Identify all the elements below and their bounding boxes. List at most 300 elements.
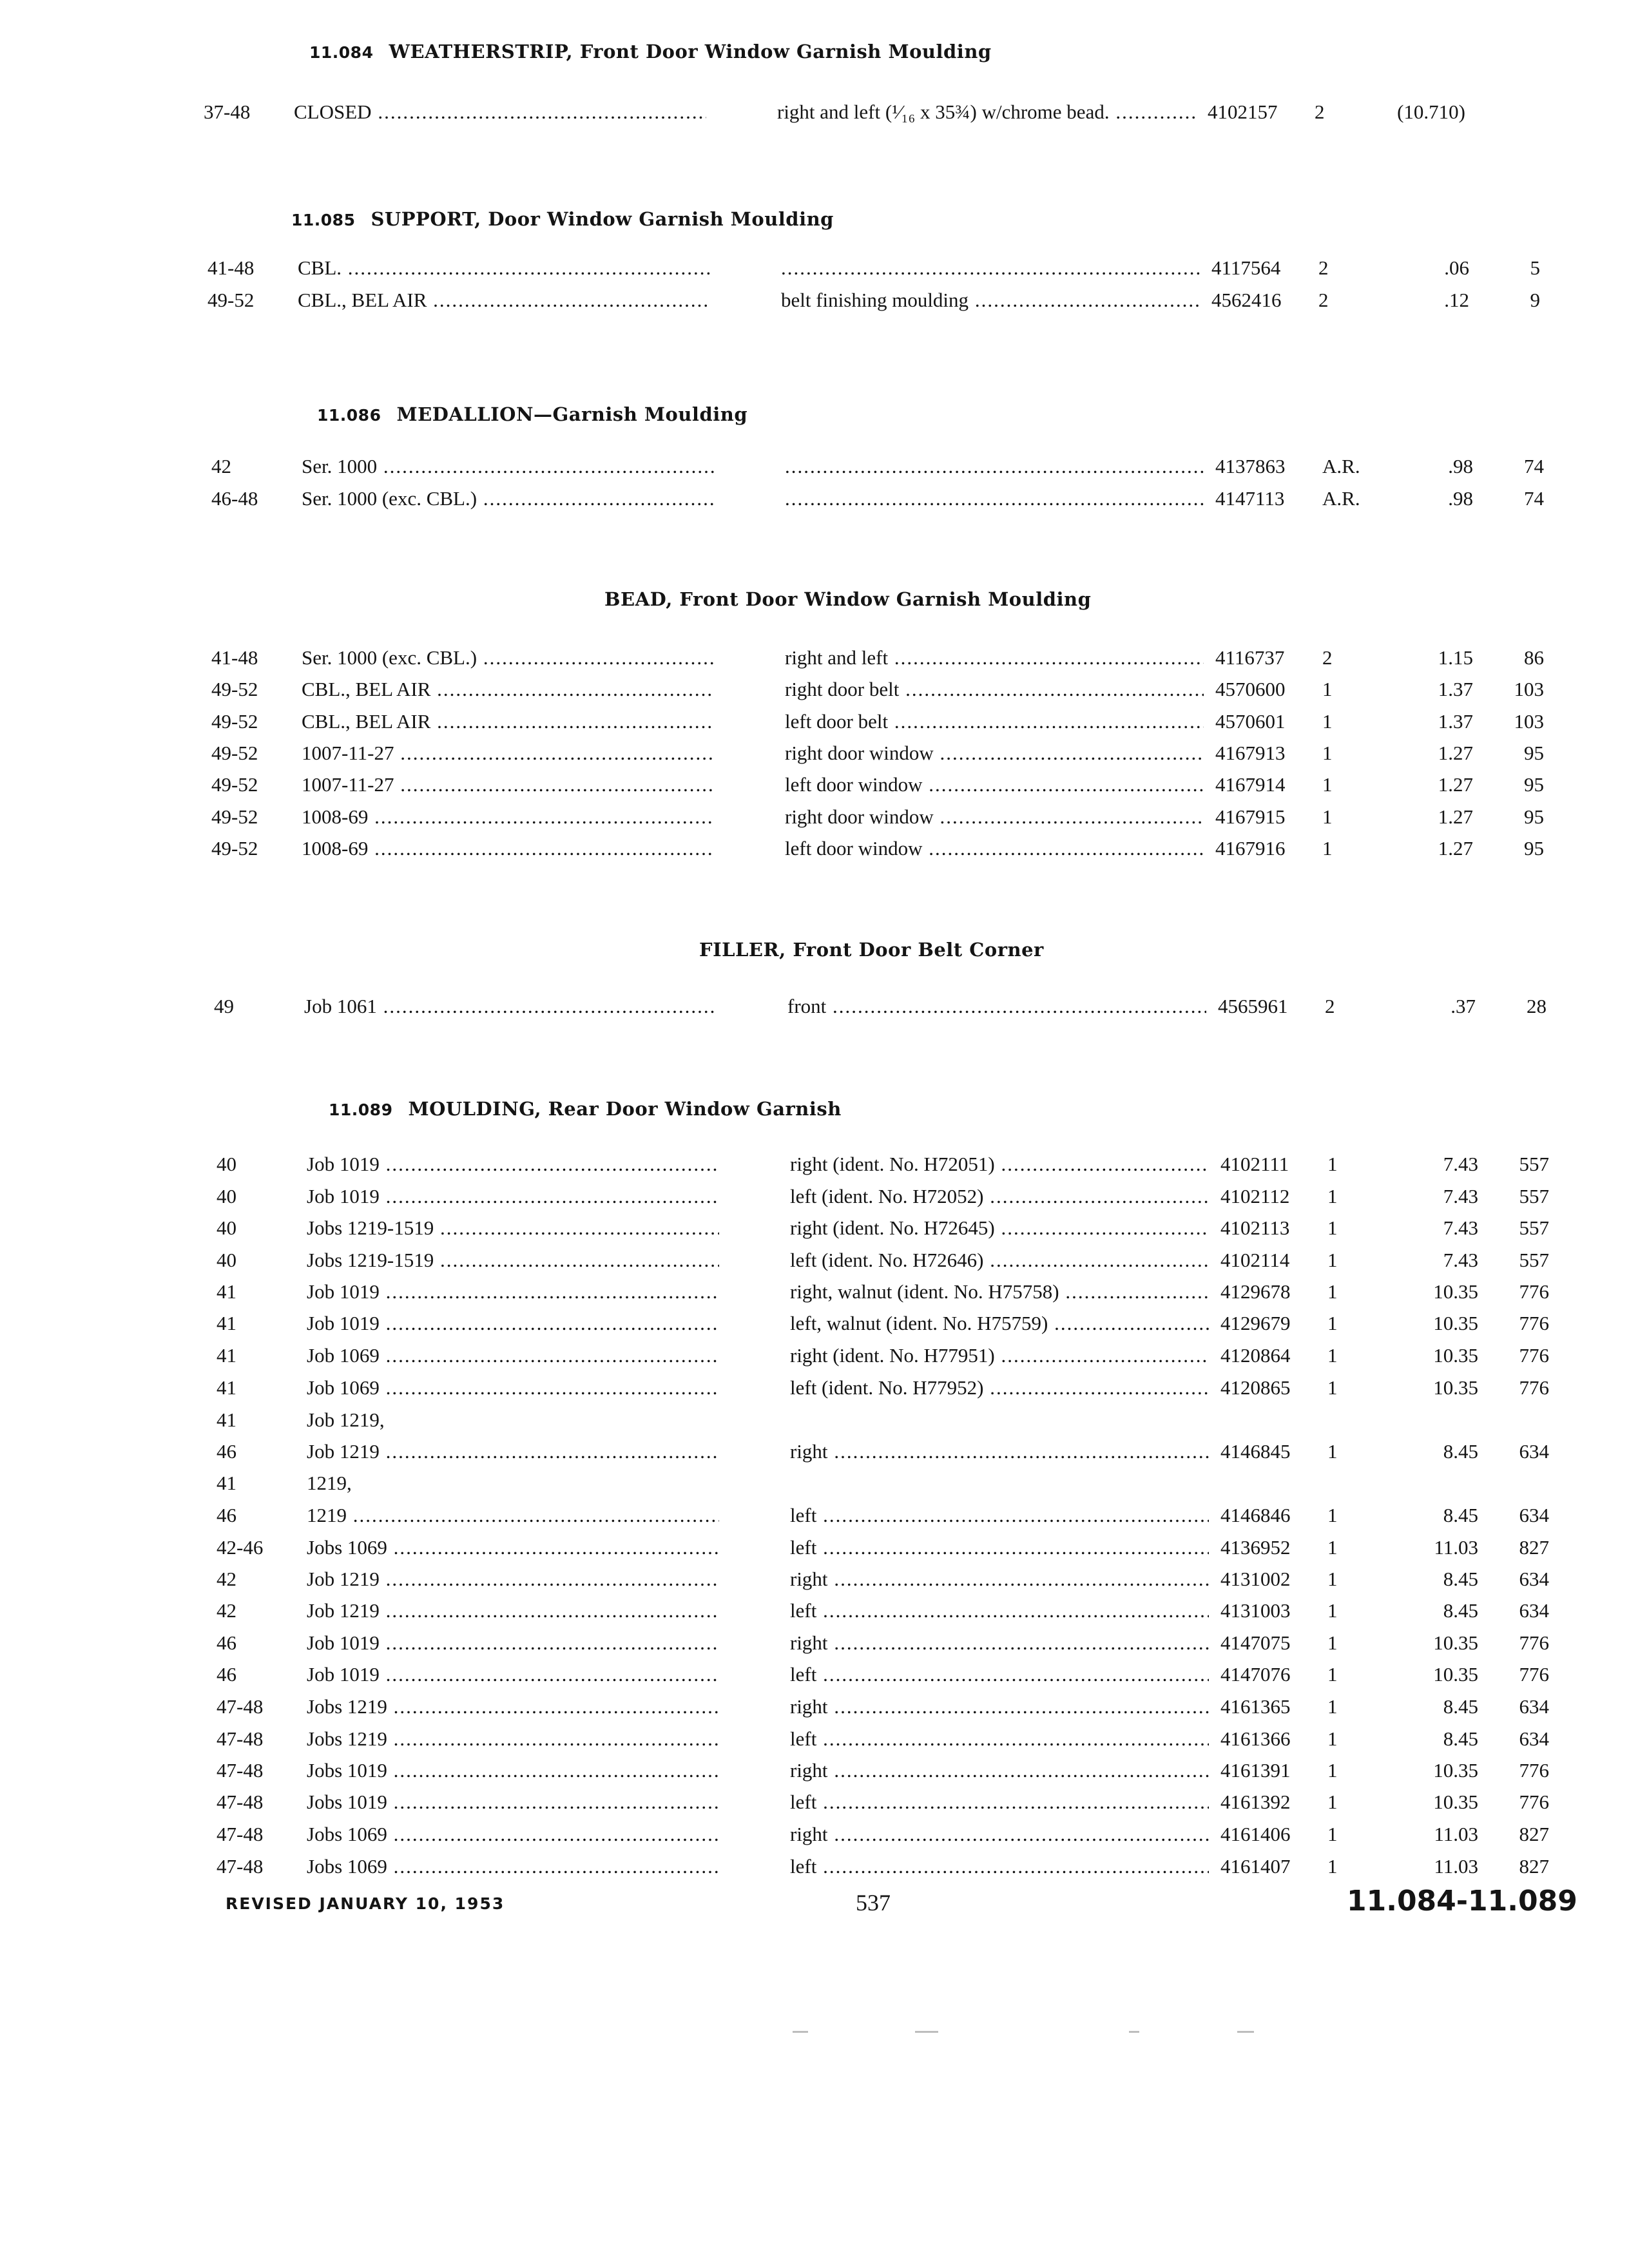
weight-cell: 776 — [1519, 1759, 1549, 1782]
weight-cell: 827 — [1519, 1823, 1549, 1845]
year-cell: 47-48 — [217, 1727, 264, 1750]
description-cell: Jobs 1219 ..... — [307, 1691, 719, 1722]
weight-cell: 86 — [1524, 646, 1544, 669]
price-cell: 11.03 — [1434, 1855, 1478, 1878]
quantity-cell: 1 — [1327, 1280, 1338, 1303]
scan-smudge — [915, 2031, 938, 2033]
quantity-cell: 1 — [1327, 1216, 1338, 1239]
application-cell: right ..... — [790, 1819, 1209, 1850]
quantity-cell: 1 — [1322, 805, 1333, 828]
part-number-cell: 4161391 — [1220, 1759, 1291, 1782]
section-number: 11.086 — [317, 406, 381, 425]
price-cell: 8.45 — [1443, 1568, 1478, 1590]
part-row — [9, 1308, 1629, 1339]
scan-smudge — [1129, 2031, 1139, 2033]
quantity-cell: 1 — [1327, 1312, 1338, 1334]
part-number-cell: 4147076 — [1220, 1663, 1291, 1686]
application-cell: right (ident. No. H72645) ..... — [790, 1213, 1209, 1244]
part-number-cell: 4102111 — [1220, 1153, 1289, 1175]
price-cell: .37 — [1451, 995, 1476, 1017]
description-cell: CBL. ..... — [298, 253, 710, 284]
quantity-cell: 1 — [1327, 1727, 1338, 1750]
quantity-cell: 1 — [1322, 773, 1333, 796]
year-cell: 47-48 — [217, 1823, 264, 1845]
quantity-cell: 1 — [1322, 678, 1333, 700]
application-cell: right door belt ..... — [785, 674, 1204, 705]
application-cell: right ..... — [790, 1691, 1209, 1722]
weight-cell: 634 — [1519, 1599, 1549, 1622]
application-cell: right door window ..... — [785, 802, 1204, 832]
description-cell: Jobs 1069 ..... — [307, 1819, 719, 1850]
weight-cell: 827 — [1519, 1855, 1549, 1878]
part-row — [9, 1500, 1629, 1531]
price-cell: 10.35 — [1433, 1280, 1478, 1303]
price-cell: 7.43 — [1443, 1216, 1478, 1239]
part-row — [9, 1181, 1629, 1212]
weight-cell: 95 — [1524, 742, 1544, 764]
year-cell: 49-52 — [211, 805, 258, 828]
price-cell: 10.35 — [1433, 1791, 1478, 1813]
quantity-cell: 2 — [1315, 101, 1325, 123]
price-cell: 8.45 — [1443, 1695, 1478, 1718]
weight-cell: 634 — [1519, 1727, 1549, 1750]
description-cell: CBL., BEL AIR ..... — [302, 706, 714, 737]
quantity-cell: 1 — [1322, 710, 1333, 733]
part-row — [9, 1819, 1629, 1850]
price-cell: 1.15 — [1438, 646, 1473, 669]
price-cell: 7.43 — [1443, 1153, 1478, 1175]
quantity-cell: 1 — [1327, 1568, 1338, 1590]
weight-cell: 776 — [1519, 1791, 1549, 1813]
weight-cell: 776 — [1519, 1663, 1549, 1686]
price-cell: 7.43 — [1443, 1185, 1478, 1207]
weight-cell: 28 — [1527, 995, 1547, 1017]
description-cell: 1219, — [307, 1472, 352, 1494]
price-cell: 8.45 — [1443, 1599, 1478, 1622]
price-cell: 11.03 — [1434, 1823, 1478, 1845]
application-cell: left ..... — [790, 1724, 1209, 1754]
weight-cell: 776 — [1519, 1376, 1549, 1399]
section-title: WEATHERSTRIP, Front Door Window Garnish Moulding — [389, 41, 992, 62]
application-cell — [781, 253, 1200, 284]
part-number-cell: 4131002 — [1220, 1568, 1291, 1590]
weight-cell: 103 — [1514, 710, 1544, 733]
description-cell: Job 1061 ..... — [304, 991, 717, 1022]
price-cell: 10.35 — [1433, 1376, 1478, 1399]
description-cell: Job 1019 ..... — [307, 1181, 719, 1212]
description-cell: 1008-69 ..... — [302, 833, 714, 864]
price-cell: 1.37 — [1438, 678, 1473, 700]
weight-cell: 9 — [1530, 289, 1540, 311]
year-cell: 42 — [217, 1568, 236, 1590]
description-cell: 1007-11-27 ..... — [302, 769, 714, 800]
section-number: 11.085 — [291, 211, 356, 229]
part-row — [9, 1724, 1629, 1754]
year-cell: 46-48 — [211, 487, 258, 510]
application-cell: belt finishing moulding ..... — [781, 285, 1200, 316]
weight-cell: 776 — [1519, 1631, 1549, 1654]
part-row — [9, 1691, 1629, 1722]
year-cell: 42-46 — [217, 1536, 264, 1559]
part-number-cell: 4147075 — [1220, 1631, 1291, 1654]
part-number-cell: 4102113 — [1220, 1216, 1290, 1239]
application-cell: right ..... — [790, 1436, 1209, 1467]
description-cell: Jobs 1219 ..... — [307, 1724, 719, 1754]
part-number-cell: 4565961 — [1218, 995, 1288, 1017]
part-row — [4, 738, 1629, 769]
part-number-cell: 4570601 — [1215, 710, 1286, 733]
description-cell: CLOSED ..... — [294, 97, 706, 128]
application-cell: left door window ..... — [785, 769, 1204, 800]
price-cell: 1.27 — [1438, 742, 1473, 764]
part-number-cell: 4167913 — [1215, 742, 1286, 764]
price-cell: 10.35 — [1433, 1759, 1478, 1782]
price-cell: 1.27 — [1438, 773, 1473, 796]
description-cell: Jobs 1019 ..... — [307, 1755, 719, 1786]
price-cell: 10.35 — [1433, 1312, 1478, 1334]
part-number-cell: 4120864 — [1220, 1344, 1291, 1367]
quantity-cell: 1 — [1327, 1663, 1338, 1686]
application-cell: right, walnut (ident. No. H75758) ..... — [790, 1276, 1209, 1307]
part-row — [0, 97, 1625, 128]
description-cell: Job 1019 ..... — [307, 1149, 719, 1180]
year-cell: 49-52 — [211, 773, 258, 796]
application-cell: left ..... — [790, 1500, 1209, 1531]
section-title: BEAD, Front Door Window Garnish Moulding — [604, 588, 1092, 610]
part-row — [9, 1532, 1629, 1563]
price-cell: 7.43 — [1443, 1249, 1478, 1271]
price-cell: .12 — [1444, 289, 1469, 311]
quantity-cell: 1 — [1327, 1631, 1338, 1654]
application-cell — [785, 451, 1204, 482]
quantity-cell: 1 — [1327, 1823, 1338, 1845]
application-cell: right and left ..... — [785, 642, 1204, 673]
price-cell: 10.35 — [1433, 1663, 1478, 1686]
weight-cell: 95 — [1524, 773, 1544, 796]
part-row — [9, 1245, 1629, 1276]
description-cell: Job 1019 ..... — [307, 1276, 719, 1307]
year-cell: 41 — [217, 1280, 236, 1303]
section-heading-11-089 — [329, 1097, 842, 1121]
weight-cell: 74 — [1524, 455, 1544, 477]
description-cell: 1219 ..... — [307, 1500, 719, 1531]
price-cell: 1.27 — [1438, 805, 1473, 828]
part-row — [9, 1787, 1629, 1818]
part-row — [9, 1405, 1629, 1436]
section-heading-bead — [604, 588, 1091, 611]
quantity-cell: 1 — [1327, 1440, 1338, 1463]
scan-smudge — [793, 2031, 808, 2033]
application-cell: left (ident. No. H72646) ..... — [790, 1245, 1209, 1276]
weight-cell: 95 — [1524, 805, 1544, 828]
description-cell: Job 1019 ..... — [307, 1659, 719, 1690]
part-row — [9, 1149, 1629, 1180]
section-number: 11.089 — [329, 1100, 393, 1119]
description-cell: Ser. 1000 (exc. CBL.) ..... — [302, 483, 714, 514]
weight-cell: 557 — [1519, 1216, 1549, 1239]
revised-date: REVISED JANUARY 10, 1953 — [226, 1894, 505, 1913]
weight-cell: 5 — [1530, 256, 1540, 279]
application-cell: right (ident. No. H77951) ..... — [790, 1340, 1209, 1371]
part-number-cell: 4102114 — [1220, 1249, 1290, 1271]
year-cell: 41-48 — [207, 256, 255, 279]
part-row — [4, 483, 1629, 514]
quantity-cell: 1 — [1327, 1153, 1338, 1175]
application-cell: left ..... — [790, 1851, 1209, 1882]
application-cell: left ..... — [790, 1787, 1209, 1818]
year-cell: 46 — [217, 1663, 236, 1686]
year-cell: 42 — [217, 1599, 236, 1622]
year-cell: 47-48 — [217, 1759, 264, 1782]
application-cell: right (ident. No. H72051) ..... — [790, 1149, 1209, 1180]
weight-cell: 557 — [1519, 1153, 1549, 1175]
section-range: 11.084-11.089 — [1347, 1885, 1577, 1917]
part-row — [9, 1436, 1629, 1467]
description-cell: Jobs 1069 ..... — [307, 1532, 719, 1563]
quantity-cell: 1 — [1327, 1759, 1338, 1782]
quantity-cell: A.R. — [1322, 455, 1360, 477]
weight-cell: 103 — [1514, 678, 1544, 700]
part-row — [4, 642, 1629, 673]
price-cell: .98 — [1448, 455, 1473, 477]
part-row — [4, 451, 1629, 482]
description-cell: Job 1219 ..... — [307, 1564, 719, 1595]
weight-cell: 634 — [1519, 1695, 1549, 1718]
year-cell: 41 — [217, 1344, 236, 1367]
part-number-cell: 4570600 — [1215, 678, 1286, 700]
description-cell: Job 1219, — [307, 1408, 385, 1431]
description-cell: Jobs 1069 ..... — [307, 1851, 719, 1882]
quantity-cell: 1 — [1327, 1855, 1338, 1878]
part-number-cell: 4167914 — [1215, 773, 1286, 796]
year-cell: 40 — [217, 1216, 236, 1239]
quantity-cell: A.R. — [1322, 487, 1360, 510]
quantity-cell: 1 — [1322, 837, 1333, 860]
price-cell: 8.45 — [1443, 1727, 1478, 1750]
year-cell: 41 — [217, 1472, 236, 1494]
weight-cell: 557 — [1519, 1249, 1549, 1271]
section-title: MEDALLION—Garnish Moulding — [396, 403, 748, 425]
year-cell: 47-48 — [217, 1695, 264, 1718]
description-cell: Job 1019 ..... — [307, 1308, 719, 1339]
scan-smudge — [1237, 2031, 1254, 2033]
application-cell: right ..... — [790, 1755, 1209, 1786]
part-number-cell: 4161406 — [1220, 1823, 1291, 1845]
part-row — [9, 1213, 1629, 1244]
part-row — [9, 1468, 1629, 1499]
year-cell: 49-52 — [211, 742, 258, 764]
part-row — [9, 1340, 1629, 1371]
description-cell: 1008-69 ..... — [302, 802, 714, 832]
year-cell: 49-52 — [207, 289, 255, 311]
application-cell: right ..... — [790, 1564, 1209, 1595]
part-number-cell: 4167915 — [1215, 805, 1286, 828]
year-cell: 46 — [217, 1504, 236, 1526]
part-row — [4, 833, 1629, 864]
part-row — [4, 769, 1629, 800]
year-cell: 41 — [217, 1408, 236, 1431]
year-cell: 40 — [217, 1249, 236, 1271]
weight-cell: 634 — [1519, 1504, 1549, 1526]
application-cell: left (ident. No. H77952) ..... — [790, 1372, 1209, 1403]
part-number-cell: 4161407 — [1220, 1855, 1291, 1878]
quantity-cell: 1 — [1327, 1599, 1338, 1622]
section-heading-11-085 — [291, 207, 834, 231]
year-cell: 49-52 — [211, 837, 258, 860]
quantity-cell: 1 — [1327, 1185, 1338, 1207]
quantity-cell: 1 — [1327, 1791, 1338, 1813]
section-title: MOULDING, Rear Door Window Garnish — [408, 1098, 842, 1120]
description-cell: Ser. 1000 ..... — [302, 451, 714, 482]
weight-cell: 95 — [1524, 837, 1544, 860]
description-cell: Jobs 1019 ..... — [307, 1787, 719, 1818]
part-row — [6, 991, 1629, 1022]
weight-cell: 74 — [1524, 487, 1544, 510]
application-cell: left ..... — [790, 1595, 1209, 1626]
description-cell: CBL., BEL AIR ..... — [298, 285, 710, 316]
part-number-cell: 4146846 — [1220, 1504, 1291, 1526]
quantity-cell: 2 — [1318, 289, 1329, 311]
price-cell: (10.710) — [1397, 101, 1465, 123]
part-row — [9, 1595, 1629, 1626]
weight-cell: 634 — [1519, 1440, 1549, 1463]
price-cell: 8.45 — [1443, 1440, 1478, 1463]
price-cell: 10.35 — [1433, 1631, 1478, 1654]
quantity-cell: 1 — [1327, 1536, 1338, 1559]
page-number: 537 — [856, 1890, 891, 1916]
part-number-cell: 4161365 — [1220, 1695, 1291, 1718]
part-number-cell: 4146845 — [1220, 1440, 1291, 1463]
part-number-cell: 4562416 — [1211, 289, 1282, 311]
description-cell: Job 1219 ..... — [307, 1595, 719, 1626]
year-cell: 46 — [217, 1440, 236, 1463]
application-cell — [785, 483, 1204, 514]
section-heading-11-086 — [317, 403, 747, 427]
weight-cell: 776 — [1519, 1280, 1549, 1303]
part-number-cell: 4161392 — [1220, 1791, 1291, 1813]
section-title: SUPPORT, Door Window Garnish Moulding — [371, 208, 834, 230]
part-number-cell: 4120865 — [1220, 1376, 1291, 1399]
quantity-cell: 2 — [1318, 256, 1329, 279]
year-cell: 41 — [217, 1376, 236, 1399]
description-cell: Job 1069 ..... — [307, 1372, 719, 1403]
part-row — [9, 1659, 1629, 1690]
application-cell: left ..... — [790, 1659, 1209, 1690]
part-row — [9, 1372, 1629, 1403]
section-heading-11-084 — [309, 40, 992, 64]
price-cell: 10.35 — [1433, 1344, 1478, 1367]
section-heading-filler — [699, 938, 1044, 962]
part-number-cell: 4102112 — [1220, 1185, 1290, 1207]
weight-cell: 634 — [1519, 1568, 1549, 1590]
part-number-cell: 4161366 — [1220, 1727, 1291, 1750]
application-cell: right and left (¹⁄₁₆ x 35¾) w/chrome bead. ..... — [777, 97, 1196, 128]
quantity-cell: 1 — [1327, 1249, 1338, 1271]
part-number-cell: 4167916 — [1215, 837, 1286, 860]
year-cell: 49 — [214, 995, 234, 1017]
part-row — [9, 1564, 1629, 1595]
part-number-cell: 4116737 — [1215, 646, 1285, 669]
year-cell: 47-48 — [217, 1855, 264, 1878]
year-cell: 42 — [211, 455, 231, 477]
description-cell: Ser. 1000 (exc. CBL.) ..... — [302, 642, 714, 673]
part-number-cell: 4131003 — [1220, 1599, 1291, 1622]
section-title: FILLER, Front Door Belt Corner — [699, 939, 1044, 961]
part-number-cell: 4136952 — [1220, 1536, 1291, 1559]
weight-cell: 557 — [1519, 1185, 1549, 1207]
application-cell: left ..... — [790, 1532, 1209, 1563]
part-row — [4, 802, 1629, 832]
part-row — [9, 1851, 1629, 1882]
part-row — [0, 285, 1629, 316]
year-cell: 49-52 — [211, 710, 258, 733]
quantity-cell: 2 — [1325, 995, 1335, 1017]
part-row — [4, 674, 1629, 705]
quantity-cell: 1 — [1327, 1344, 1338, 1367]
quantity-cell: 1 — [1327, 1376, 1338, 1399]
weight-cell: 776 — [1519, 1344, 1549, 1367]
year-cell: 46 — [217, 1631, 236, 1654]
description-cell: Job 1219 ..... — [307, 1436, 719, 1467]
section-number: 11.084 — [309, 43, 374, 62]
quantity-cell: 1 — [1327, 1695, 1338, 1718]
application-cell: left (ident. No. H72052) ..... — [790, 1181, 1209, 1212]
year-cell: 49-52 — [211, 678, 258, 700]
quantity-cell: 1 — [1322, 742, 1333, 764]
year-cell: 41 — [217, 1312, 236, 1334]
part-row — [4, 706, 1629, 737]
description-cell: 1007-11-27 ..... — [302, 738, 714, 769]
price-cell: .98 — [1448, 487, 1473, 510]
weight-cell: 827 — [1519, 1536, 1549, 1559]
weight-cell: 776 — [1519, 1312, 1549, 1334]
description-cell: Job 1019 ..... — [307, 1628, 719, 1658]
application-cell: left door belt ..... — [785, 706, 1204, 737]
year-cell: 41-48 — [211, 646, 258, 669]
application-cell: right door window ..... — [785, 738, 1204, 769]
part-number-cell: 4129679 — [1220, 1312, 1291, 1334]
application-cell: front ..... — [787, 991, 1206, 1022]
part-number-cell: 4147113 — [1215, 487, 1285, 510]
description-cell: CBL., BEL AIR ..... — [302, 674, 714, 705]
price-cell: 1.37 — [1438, 710, 1473, 733]
year-cell: 37-48 — [204, 101, 251, 123]
year-cell: 40 — [217, 1185, 236, 1207]
application-cell: left, walnut (ident. No. H75759) ..... — [790, 1308, 1209, 1339]
part-number-cell: 4137863 — [1215, 455, 1286, 477]
part-row — [0, 253, 1629, 284]
part-number-cell: 4129678 — [1220, 1280, 1291, 1303]
year-cell: 47-48 — [217, 1791, 264, 1813]
description-cell: Jobs 1219-1519 ..... — [307, 1213, 719, 1244]
price-cell: .06 — [1444, 256, 1469, 279]
year-cell: 40 — [217, 1153, 236, 1175]
quantity-cell: 2 — [1322, 646, 1333, 669]
part-number-cell: 4117564 — [1211, 256, 1281, 279]
part-row — [9, 1755, 1629, 1786]
description-cell: Job 1069 ..... — [307, 1340, 719, 1371]
part-number-cell: 4102157 — [1208, 101, 1278, 123]
quantity-cell: 1 — [1327, 1504, 1338, 1526]
price-cell: 1.27 — [1438, 837, 1473, 860]
application-cell: right ..... — [790, 1628, 1209, 1658]
part-row — [9, 1628, 1629, 1658]
price-cell: 8.45 — [1443, 1504, 1478, 1526]
price-cell: 11.03 — [1434, 1536, 1478, 1559]
part-row — [9, 1276, 1629, 1307]
description-cell: Jobs 1219-1519 ..... — [307, 1245, 719, 1276]
application-cell: left door window ..... — [785, 833, 1204, 864]
